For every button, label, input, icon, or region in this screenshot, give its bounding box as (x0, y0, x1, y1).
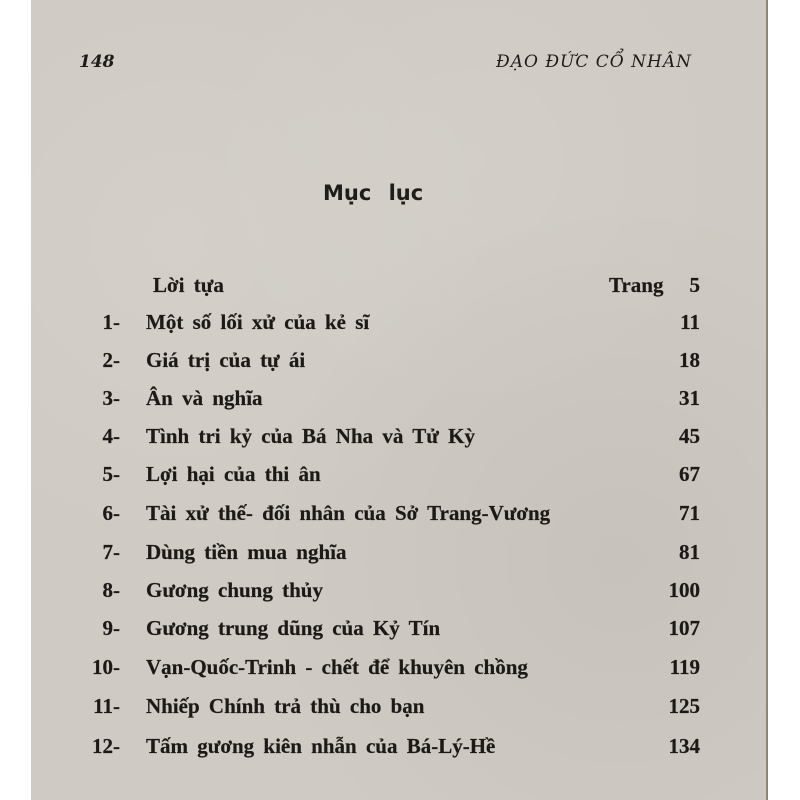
toc-entry-title: Tấm gương kiên nhẫn của Bá-Lý-Hề (146, 734, 496, 758)
toc-entry-page: 81 (679, 540, 700, 564)
toc-entry-title: Vạn-Quốc-Trinh - chết để khuyên chồng (146, 655, 528, 679)
toc-entry-page: 71 (679, 501, 700, 525)
toc-entry-title: Tình tri kỷ của Bá Nha và Tử Kỳ (146, 424, 475, 448)
toc-entry-title: Giá trị của tự ái (146, 348, 306, 372)
toc-entry (31, 310, 768, 340)
toc-entry-title: Lợi hại của thi ân (146, 462, 321, 486)
toc-entry (31, 424, 768, 454)
toc-entry (31, 501, 768, 531)
toc-entry-page: 100 (668, 578, 700, 602)
toc-entry-title: Gương chung thủy (146, 578, 323, 602)
toc-entry-number: 5- (102, 462, 120, 486)
toc-entry-number: 3- (102, 386, 120, 410)
toc-entry-title: Dùng tiền mua nghĩa (146, 540, 347, 564)
toc-entry (31, 462, 768, 492)
toc-entry-number: 10- (92, 655, 120, 679)
toc-entry-page: 125 (668, 694, 700, 718)
toc-entry-title: Một số lối xử của kẻ sĩ (146, 310, 370, 334)
toc-entry-number: 9- (102, 616, 120, 640)
book-title: ĐẠO ĐỨC CỔ NHÂN (496, 52, 692, 72)
toc-entry-title: Nhiếp Chính trả thù cho bạn (146, 694, 425, 718)
toc-preface-label: Lời tựa (153, 273, 224, 297)
toc-entry-page: 107 (668, 616, 700, 640)
toc-entry (31, 578, 768, 608)
toc-entry-number: 11- (93, 694, 120, 718)
toc-entry-number: 1- (102, 310, 120, 334)
toc-entry-title: Tài xử thế- đối nhân của Sở Trang-Vương (146, 501, 551, 525)
toc-entry (31, 348, 768, 378)
toc-entry-title: Ân và nghĩa (146, 386, 263, 410)
page-number: 148 (79, 52, 115, 72)
toc-entry (31, 655, 768, 685)
toc-entry-page: 18 (679, 348, 700, 372)
toc-preface-page: 5 (689, 273, 700, 297)
toc-entry-number: 8- (102, 578, 120, 602)
toc-entry (31, 540, 768, 570)
toc-entry-page: 31 (679, 386, 700, 410)
toc-entry-page: 11 (680, 310, 700, 334)
toc-entry-page: 134 (668, 734, 700, 758)
toc-entry (31, 386, 768, 416)
toc-preface-row (31, 273, 768, 303)
toc-entry-title: Gương trung dũng của Kỷ Tín (146, 616, 441, 640)
toc-entry-number: 12- (92, 734, 120, 758)
toc-entry-number: 6- (102, 501, 120, 525)
toc-entry-page: 119 (669, 655, 700, 679)
toc-entry (31, 616, 768, 646)
toc-title: Mục lục (323, 181, 424, 205)
toc-entry-page: 67 (679, 462, 700, 486)
toc-entry-number: 2- (102, 348, 120, 372)
toc-entry (31, 694, 768, 724)
toc-entry-page: 45 (679, 424, 700, 448)
book-page (31, 0, 768, 800)
toc-entry (31, 734, 768, 764)
toc-entry-number: 4- (102, 424, 120, 448)
toc-entry-number: 7- (102, 540, 120, 564)
toc-page-prefix: Trang (609, 273, 664, 297)
